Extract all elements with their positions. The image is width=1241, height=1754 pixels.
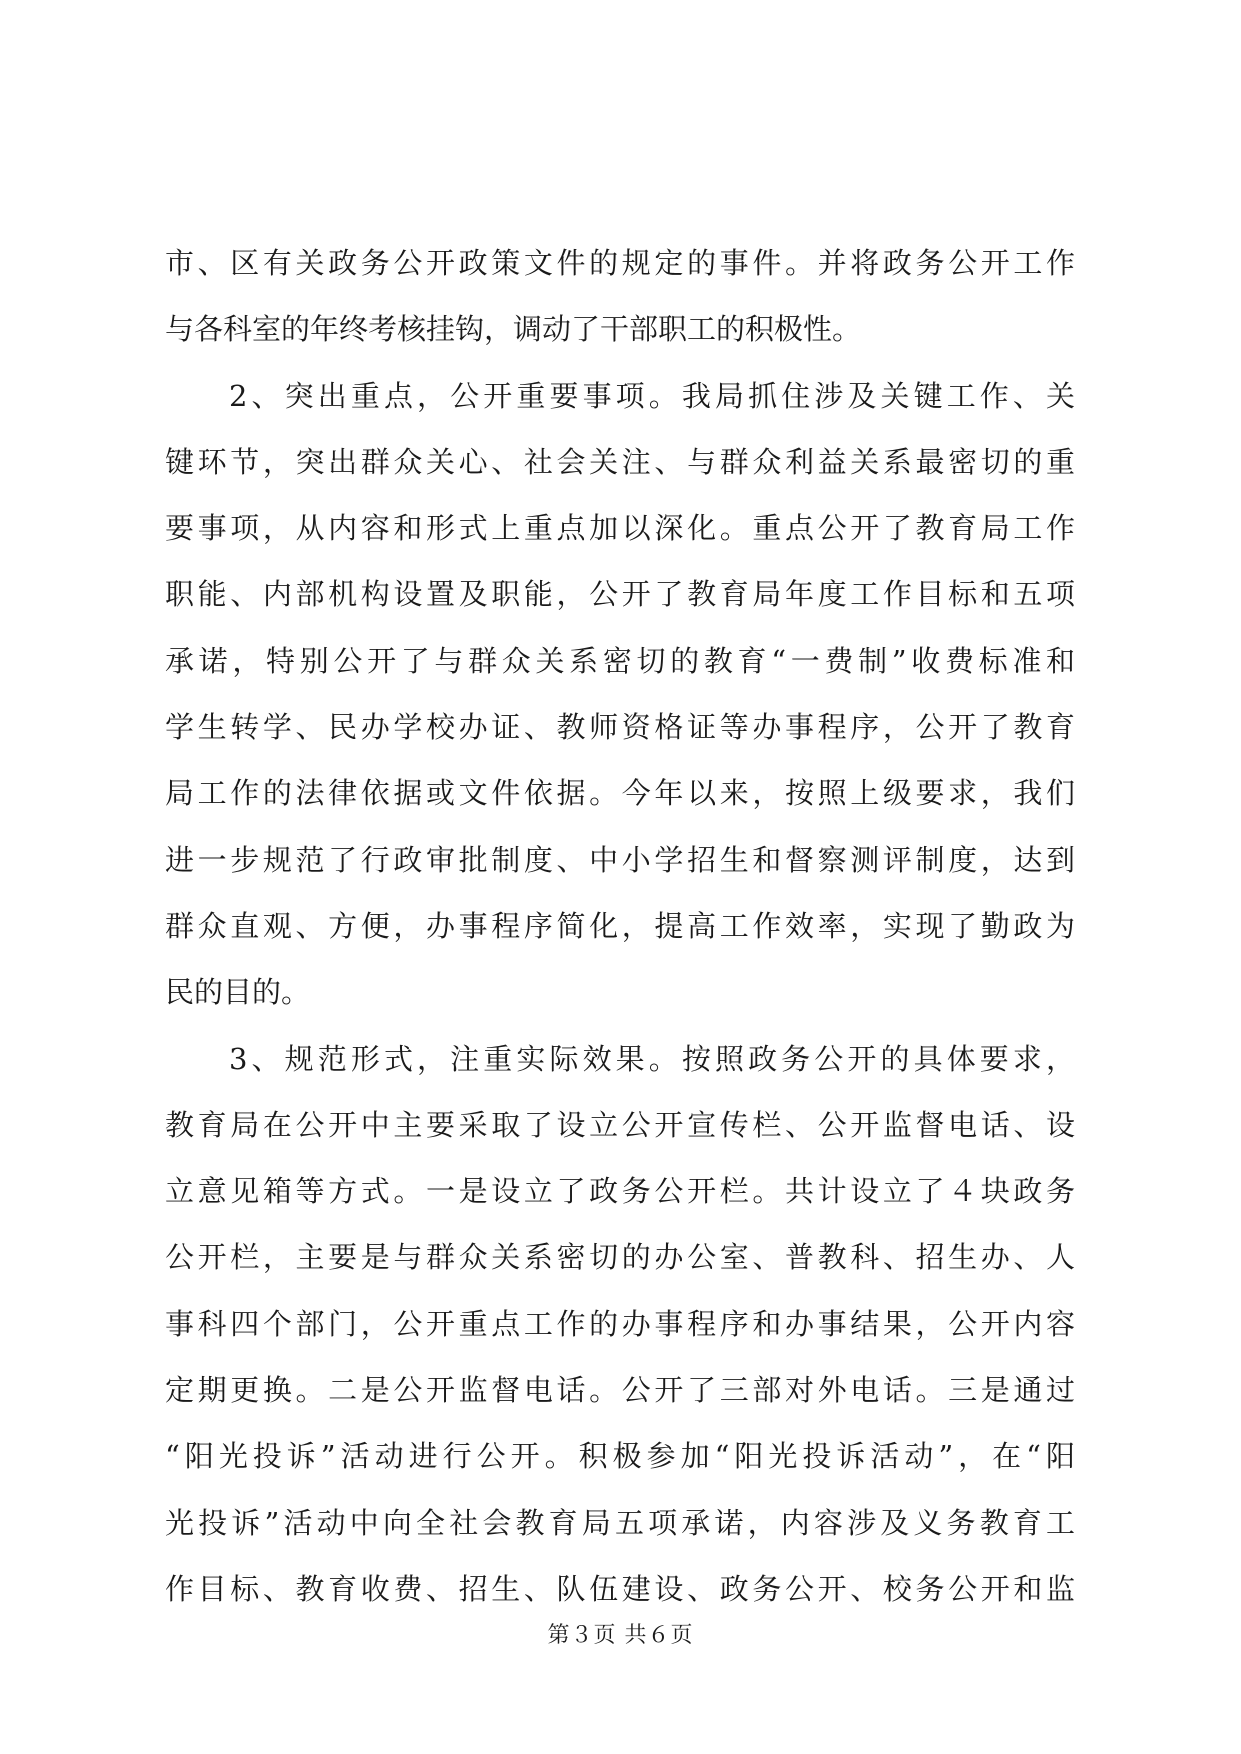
text-line: 公开栏，主要是与群众关系密切的办公室、普教科、招生办、人 [165, 1240, 1075, 1275]
text-line: 学生转学、民办学校办证、教师资格证等办事程序，公开了教育 [165, 710, 1075, 745]
text-line: 立意见箱等方式。一是设立了政务公开栏。共计设立了４块政务 [165, 1174, 1075, 1209]
paragraph-1 [165, 230, 1075, 363]
text-line: 光投诉”活动中向全社会教育局五项承诺，内容涉及义务教育工 [165, 1505, 1075, 1540]
text-line: 群众直观、方便，办事程序简化，提高工作效率，实现了勤政为 [165, 908, 1075, 943]
text-line: 要事项，从内容和形式上重点加以深化。重点公开了教育局工作 [165, 511, 1075, 546]
text-line: 定期更换。二是公开监督电话。公开了三部对外电话。三是通过 [165, 1373, 1075, 1408]
text-line: 承诺，特别公开了与群众关系密切的教育“一费制”收费标准和 [165, 643, 1075, 678]
text-line: 职能、内部机构设置及职能，公开了教育局年度工作目标和五项 [165, 577, 1075, 612]
text-line: “阳光投诉”活动进行公开。积极参加“阳光投诉活动”，在“阳 [165, 1439, 1075, 1474]
paragraph-3 [165, 1026, 1075, 1623]
text-line: 2、突出重点，公开重要事项。我局抓住涉及关键工作、关 [229, 378, 1075, 413]
body-text [165, 230, 1075, 1622]
page-footer [0, 1618, 1241, 1649]
text-line: 局工作的法律依据或文件依据。今年以来，按照上级要求，我们 [165, 776, 1075, 811]
text-line: 民的目的。 [165, 975, 311, 1010]
page-number: 第３页 共６页 [547, 1623, 694, 1648]
text-line: 作目标、教育收费、招生、队伍建设、政务公开、校务公开和监 [165, 1571, 1075, 1606]
text-line: 进一步规范了行政审批制度、中小学招生和督察测评制度，达到 [165, 842, 1075, 877]
paragraph-2 [165, 363, 1075, 1026]
text-line: 教育局在公开中主要采取了设立公开宣传栏、公开监督电话、设 [165, 1107, 1075, 1142]
text-line: 市、区有关政务公开政策文件的规定的事件。并将政务公开工作 [165, 246, 1075, 280]
text-line: 键环节，突出群众关心、社会关注、与群众利益关系最密切的重 [165, 444, 1075, 479]
text-line: 3、规范形式，注重实际效果。按照政务公开的具体要求， [229, 1041, 1075, 1076]
text-line: 事科四个部门，公开重点工作的办事程序和办事结果，公开内容 [165, 1306, 1075, 1341]
text-line: 与各科室的年终考核挂钩，调动了干部职工的积极性。 [165, 312, 862, 347]
